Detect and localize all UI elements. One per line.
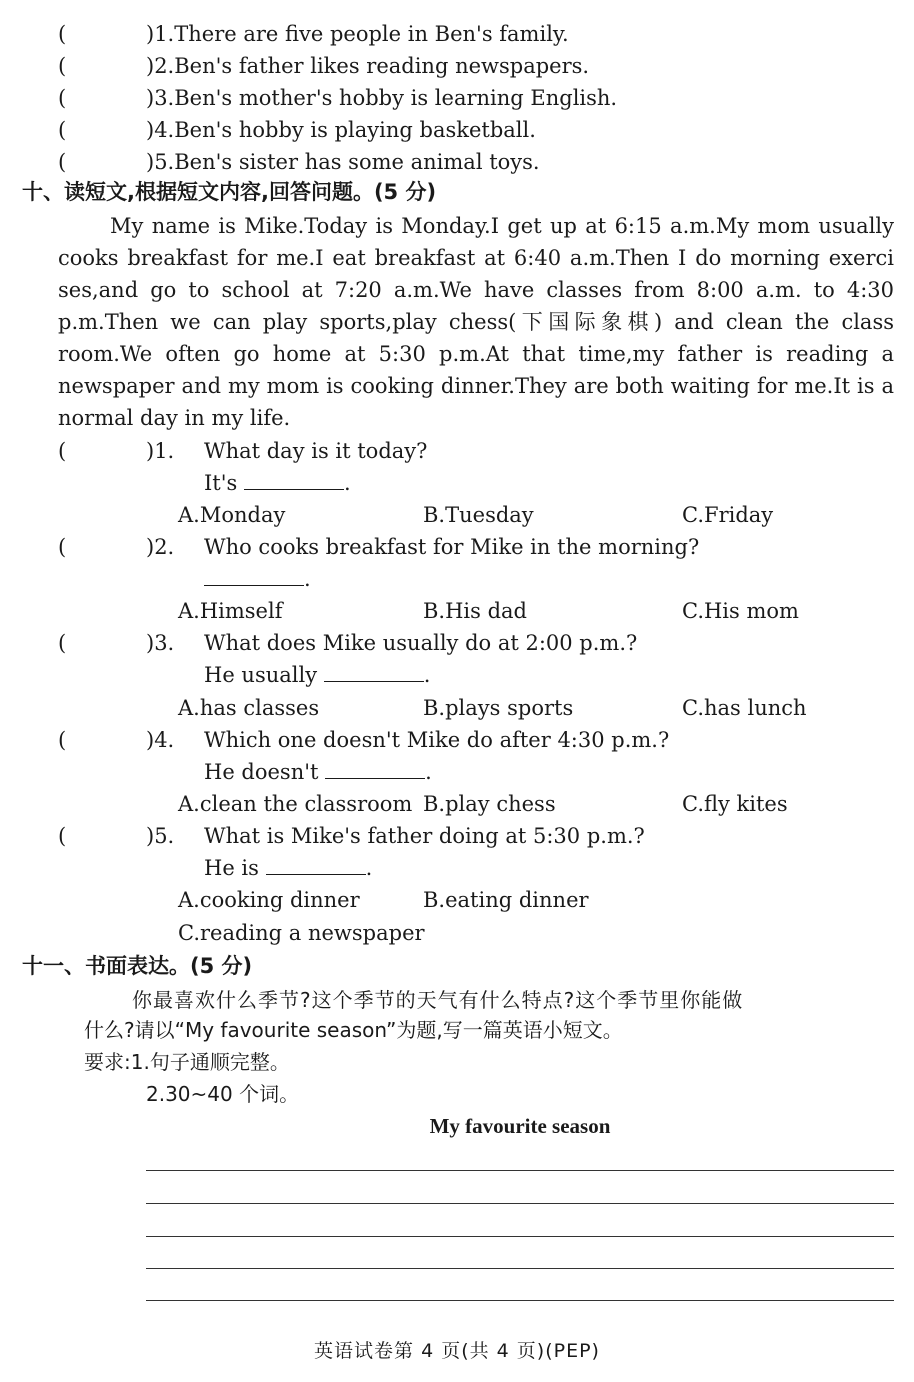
- passage-line: cooks breakfast for me.I eat breakfast at 6:40 a.m.Then I do morning exerci: [58, 246, 894, 270]
- tf-item-3: [58, 82, 617, 114]
- answer-paren[interactable]: (: [58, 535, 67, 559]
- stem-text: He usually: [204, 663, 318, 687]
- option-b: B.plays sports: [423, 696, 574, 720]
- answer-blank[interactable]: [204, 565, 304, 586]
- question-text: Which one doesn't Mike do after 4:30 p.m.?: [204, 728, 670, 752]
- stem-end: .: [425, 760, 432, 784]
- tf-item-2: [58, 50, 589, 82]
- section-11-heading: 十一、书面表达。(5 分): [22, 954, 253, 978]
- page-footer: 英语试卷第 4 页(共 4 页)(PEP): [314, 1340, 600, 1362]
- answer-blank[interactable]: [266, 854, 366, 875]
- stem-text: It's: [204, 471, 238, 495]
- option-c: C.fly kites: [682, 792, 788, 816]
- answer-paren[interactable]: (: [58, 118, 67, 142]
- stem-text: He is: [204, 856, 259, 880]
- option-c: C.His mom: [682, 599, 799, 623]
- question-text: What does Mike usually do at 2:00 p.m.?: [204, 631, 638, 655]
- option-b: B.play chess: [423, 792, 556, 816]
- question-3: [58, 627, 637, 659]
- passage-line: newspaper and my mom is cooking dinner.They are both waiting for me.It is a: [58, 374, 894, 398]
- passage-line: normal day in my life.: [58, 406, 291, 430]
- option-a: A.cooking dinner: [178, 888, 360, 912]
- stem-end: .: [343, 471, 351, 495]
- tf-statement: )5.Ben's sister has some animal toys.: [146, 150, 540, 174]
- option-a: A.Himself: [178, 599, 283, 623]
- question-number: )5.: [146, 824, 175, 848]
- option-a: A.has classes: [178, 696, 320, 720]
- question-4: [58, 724, 669, 756]
- question-3-stem: [204, 659, 430, 691]
- question-2: [58, 531, 699, 563]
- option-a: A.clean the classroom: [178, 792, 413, 816]
- stem-text: He doesn't: [204, 760, 319, 784]
- stem-end: .: [304, 567, 311, 591]
- tf-item-4: [58, 114, 536, 146]
- answer-paren[interactable]: (: [58, 22, 67, 46]
- question-number: )3.: [146, 631, 175, 655]
- option-b: B.eating dinner: [423, 888, 589, 912]
- question-1: [58, 435, 427, 467]
- writing-prompt-line: 什么?请以“My favourite season”为题,写一篇英语小短文。: [84, 1018, 623, 1042]
- answer-paren[interactable]: (: [58, 631, 67, 655]
- writing-line[interactable]: [146, 1300, 894, 1301]
- question-text: Who cooks breakfast for Mike in the morning?: [204, 535, 700, 559]
- tf-statement: )4.Ben's hobby is playing basketball.: [146, 118, 536, 142]
- question-number: )2.: [146, 535, 175, 559]
- option-c: C.reading a newspaper: [178, 921, 425, 945]
- writing-line[interactable]: [146, 1236, 894, 1237]
- answer-paren[interactable]: (: [58, 86, 67, 110]
- question-1-stem: [204, 467, 351, 499]
- answer-paren[interactable]: (: [58, 150, 67, 174]
- answer-paren[interactable]: (: [58, 54, 67, 78]
- answer-paren[interactable]: (: [58, 824, 67, 848]
- passage-line: p.m.Then we can play sports,play chess(下国际象棋) and clean the class: [58, 310, 894, 334]
- tf-item-1: [58, 18, 569, 50]
- writing-line[interactable]: [146, 1170, 894, 1171]
- section-10-heading: 十、读短文,根据短文内容,回答问题。(5 分): [22, 180, 437, 204]
- requirement-2: 2.30~40 个词。: [146, 1082, 300, 1106]
- essay-title: My favourite season: [429, 1114, 611, 1138]
- writing-prompt-line: 你最喜欢什么季节?这个季节的天气有什么特点?这个季节里你能做: [132, 988, 744, 1012]
- option-b: B.His dad: [423, 599, 527, 623]
- tf-statement: )3.Ben's mother's hobby is learning English.: [146, 86, 618, 110]
- stem-end: .: [365, 856, 373, 880]
- stem-end: .: [423, 663, 431, 687]
- option-b: B.Tuesday: [423, 503, 534, 527]
- answer-paren[interactable]: (: [58, 439, 67, 463]
- passage-line: room.We often go home at 5:30 p.m.At that time,my father is reading a: [58, 342, 894, 366]
- question-number: )4.: [146, 728, 175, 752]
- option-a: A.Monday: [178, 503, 286, 527]
- question-text: What day is it today?: [204, 439, 428, 463]
- requirement-1: 要求:1.句子通顺完整。: [84, 1050, 290, 1074]
- question-5-stem: [204, 852, 372, 884]
- passage-line: My name is Mike.Today is Monday.I get up at 6:15 a.m.My mom usually: [110, 214, 894, 238]
- writing-line[interactable]: [146, 1203, 894, 1204]
- question-4-stem: [204, 756, 432, 788]
- tf-item-5: [58, 146, 540, 178]
- question-5: [58, 820, 645, 852]
- answer-blank[interactable]: [325, 758, 425, 779]
- tf-statement: )2.Ben's father likes reading newspapers.: [146, 54, 590, 78]
- writing-line[interactable]: [146, 1268, 894, 1269]
- tf-statement: )1.There are five people in Ben's family.: [146, 22, 569, 46]
- answer-blank[interactable]: [324, 661, 424, 682]
- option-c: C.Friday: [682, 503, 774, 527]
- question-2-stem: [204, 563, 311, 595]
- question-number: )1.: [146, 439, 175, 463]
- answer-blank[interactable]: [244, 469, 344, 490]
- option-c: C.has lunch: [682, 696, 807, 720]
- question-text: What is Mike's father doing at 5:30 p.m.?: [204, 824, 645, 848]
- answer-paren[interactable]: (: [58, 728, 67, 752]
- passage-line: ses,and go to school at 7:20 a.m.We have classes from 8:00 a.m. to 4:30: [58, 278, 894, 302]
